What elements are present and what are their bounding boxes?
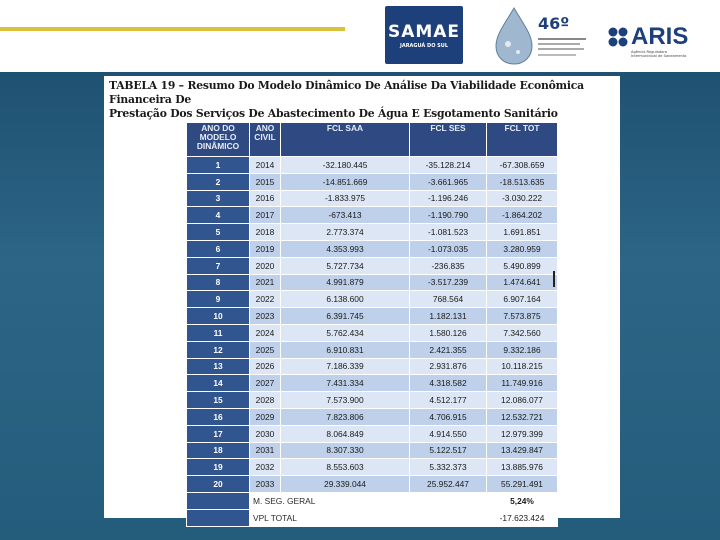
year-cell: 2017 <box>250 207 281 224</box>
row-index-cell: 4 <box>187 207 250 224</box>
assemae-logo-text: 46º <box>538 14 570 33</box>
table-row <box>187 324 558 341</box>
samae-logo-sub: JARAGUÁ DO SUL <box>399 42 449 49</box>
fcl-tot-cell: -67.308.659 <box>487 157 558 174</box>
row-index-cell: 16 <box>187 408 250 425</box>
table-row <box>187 240 558 257</box>
row-index-cell: 1 <box>187 157 250 174</box>
header-fcl-tot: FCL TOT <box>487 123 558 157</box>
fcl-tot-cell: 12.979.399 <box>487 425 558 442</box>
year-cell: 2021 <box>250 274 281 291</box>
fcl-tot-cell: 13.429.847 <box>487 442 558 459</box>
row-index-cell: 6 <box>187 240 250 257</box>
footer-index-cell <box>187 509 250 526</box>
fcl-ses-cell: -3.661.965 <box>410 173 487 190</box>
fcl-tot-cell: 7.342.560 <box>487 324 558 341</box>
table-row <box>187 392 558 409</box>
table-title-line-2: Prestação Dos Serviços De Abastecimento De Água E Esgotamento Sanitário <box>109 107 558 120</box>
fcl-saa-cell: 8.064.849 <box>281 425 410 442</box>
fcl-ses-cell: -1.081.523 <box>410 224 487 241</box>
seg-label: M. SEG. GERAL <box>250 492 487 509</box>
aris-emblem-icon <box>607 26 629 48</box>
row-index-cell: 3 <box>187 190 250 207</box>
table-row <box>187 425 558 442</box>
fcl-tot-cell: 3.280.959 <box>487 240 558 257</box>
samae-logo-text: SAMAE <box>387 21 461 42</box>
row-index-cell: 9 <box>187 291 250 308</box>
fcl-saa-cell: 4.353.993 <box>281 240 410 257</box>
seg-value: 5,24% <box>487 492 558 509</box>
year-cell: 2023 <box>250 308 281 325</box>
fcl-ses-cell: 4.914.550 <box>410 425 487 442</box>
row-index-cell: 14 <box>187 375 250 392</box>
year-cell: 2027 <box>250 375 281 392</box>
fcl-saa-cell: 6.138.600 <box>281 291 410 308</box>
year-cell: 2016 <box>250 190 281 207</box>
fcl-ses-cell: -1.196.246 <box>410 190 487 207</box>
row-index-cell: 2 <box>187 173 250 190</box>
table-row <box>187 358 558 375</box>
row-index-cell: 18 <box>187 442 250 459</box>
fcl-saa-cell: 7.823.806 <box>281 408 410 425</box>
table-row <box>187 375 558 392</box>
fcl-tot-cell: 6.907.164 <box>487 291 558 308</box>
row-index-cell: 11 <box>187 324 250 341</box>
fcl-saa-cell: 7.186.339 <box>281 358 410 375</box>
vpl-value: -17.623.424 <box>487 509 558 526</box>
fcl-saa-cell: 5.762.434 <box>281 324 410 341</box>
row-index-cell: 20 <box>187 476 250 493</box>
row-index-cell: 13 <box>187 358 250 375</box>
fcl-tot-cell: 12.086.077 <box>487 392 558 409</box>
fcl-ses-cell: -1.073.035 <box>410 240 487 257</box>
fcl-ses-cell: 25.952.447 <box>410 476 487 493</box>
header-ano-civil: ANO CIVIL <box>250 123 281 157</box>
fcl-tot-cell: 13.885.976 <box>487 459 558 476</box>
year-cell: 2029 <box>250 408 281 425</box>
row-index-cell: 10 <box>187 308 250 325</box>
fcl-saa-cell: 8.553.603 <box>281 459 410 476</box>
fcl-ses-cell: 2.421.355 <box>410 341 487 358</box>
fcl-ses-cell: 1.182.131 <box>410 308 487 325</box>
table-row <box>187 408 558 425</box>
fcl-saa-cell: 29.339.044 <box>281 476 410 493</box>
fcl-tot-cell: -18.513.635 <box>487 173 558 190</box>
fcl-ses-cell: 768.564 <box>410 291 487 308</box>
fcl-tot-cell: 12.532.721 <box>487 408 558 425</box>
fcl-ses-cell: 4.318.582 <box>410 375 487 392</box>
financial-summary-table <box>186 122 558 527</box>
fcl-saa-cell: 7.573.900 <box>281 392 410 409</box>
fcl-tot-cell: 11.749.916 <box>487 375 558 392</box>
cursor-mark <box>553 271 555 287</box>
year-cell: 2030 <box>250 425 281 442</box>
footer-row-seg <box>187 492 558 509</box>
year-cell: 2028 <box>250 392 281 409</box>
vpl-label: VPL TOTAL <box>250 509 487 526</box>
table-row <box>187 224 558 241</box>
samae-logo <box>385 6 463 64</box>
fcl-saa-cell: -1.833.975 <box>281 190 410 207</box>
header-fcl-saa: FCL SAA <box>281 123 410 157</box>
fcl-saa-cell: 2.773.374 <box>281 224 410 241</box>
table-row <box>187 341 558 358</box>
row-index-cell: 5 <box>187 224 250 241</box>
year-cell: 2020 <box>250 257 281 274</box>
row-index-cell: 19 <box>187 459 250 476</box>
fcl-tot-cell: 7.573.875 <box>487 308 558 325</box>
year-cell: 2032 <box>250 459 281 476</box>
table-row <box>187 207 558 224</box>
row-index-cell: 8 <box>187 274 250 291</box>
fcl-tot-cell: -3.030.222 <box>487 190 558 207</box>
row-index-cell: 15 <box>187 392 250 409</box>
table-row <box>187 190 558 207</box>
fcl-saa-cell: 4.991.879 <box>281 274 410 291</box>
fcl-ses-cell: -35.128.214 <box>410 157 487 174</box>
year-cell: 2024 <box>250 324 281 341</box>
table-row <box>187 173 558 190</box>
fcl-tot-cell: 9.332.186 <box>487 341 558 358</box>
fcl-ses-cell: 4.706.915 <box>410 408 487 425</box>
fcl-ses-cell: 2.931.876 <box>410 358 487 375</box>
row-index-cell: 17 <box>187 425 250 442</box>
year-cell: 2025 <box>250 341 281 358</box>
table-row <box>187 308 558 325</box>
year-cell: 2033 <box>250 476 281 493</box>
year-cell: 2018 <box>250 224 281 241</box>
header-ano-modelo: ANO DO MODELO DINÂMICO <box>187 123 250 157</box>
fcl-ses-cell: 4.512.177 <box>410 392 487 409</box>
fcl-saa-cell: -32.180.445 <box>281 157 410 174</box>
assemae-logo <box>490 4 600 66</box>
document-page <box>104 76 620 523</box>
fcl-saa-cell: 8.307.330 <box>281 442 410 459</box>
table-row <box>187 291 558 308</box>
year-cell: 2031 <box>250 442 281 459</box>
table-row <box>187 442 558 459</box>
row-index-cell: 12 <box>187 341 250 358</box>
header-fcl-ses: FCL SES <box>410 123 487 157</box>
fcl-tot-cell: 1.474.641 <box>487 274 558 291</box>
aris-logo-text: ARIS <box>631 23 689 50</box>
fcl-saa-cell: 6.910.831 <box>281 341 410 358</box>
fcl-tot-cell: 1.691.851 <box>487 224 558 241</box>
fcl-saa-cell: 5.727.734 <box>281 257 410 274</box>
fcl-saa-cell: -14.851.669 <box>281 173 410 190</box>
year-cell: 2026 <box>250 358 281 375</box>
fcl-saa-cell: -673.413 <box>281 207 410 224</box>
table-row <box>187 476 558 493</box>
year-cell: 2015 <box>250 173 281 190</box>
footer-row-vpl <box>187 509 558 526</box>
fcl-tot-cell: 10.118.215 <box>487 358 558 375</box>
fcl-ses-cell: 5.332.373 <box>410 459 487 476</box>
fcl-ses-cell: -236.835 <box>410 257 487 274</box>
table-title-line-1: TABELA 19 – Resumo Do Modelo Dinâmico De Análise Da Viabilidade Econômica Financeira De <box>109 79 584 106</box>
row-index-cell: 7 <box>187 257 250 274</box>
footer-index-cell <box>187 492 250 509</box>
year-cell: 2019 <box>250 240 281 257</box>
fcl-saa-cell: 7.431.334 <box>281 375 410 392</box>
fcl-ses-cell: 1.580.126 <box>410 324 487 341</box>
fcl-saa-cell: 6.391.745 <box>281 308 410 325</box>
fcl-tot-cell: 55.291.491 <box>487 476 558 493</box>
table-row <box>187 274 558 291</box>
table-row <box>187 459 558 476</box>
aris-logo <box>605 24 695 64</box>
fcl-tot-cell: -1.864.202 <box>487 207 558 224</box>
fcl-ses-cell: 5.122.517 <box>410 442 487 459</box>
year-cell: 2014 <box>250 157 281 174</box>
year-cell: 2022 <box>250 291 281 308</box>
table-row <box>187 157 558 174</box>
aris-logo-sub: Agência Reguladora Intermunicipal de Saneamento <box>631 50 687 58</box>
fcl-ses-cell: -1.190.790 <box>410 207 487 224</box>
table-row <box>187 257 558 274</box>
gold-stripe <box>0 27 345 31</box>
fcl-ses-cell: -3.517.239 <box>410 274 487 291</box>
fcl-tot-cell: 5.490.899 <box>487 257 558 274</box>
table-title <box>109 79 619 121</box>
table-header-row <box>187 123 558 157</box>
